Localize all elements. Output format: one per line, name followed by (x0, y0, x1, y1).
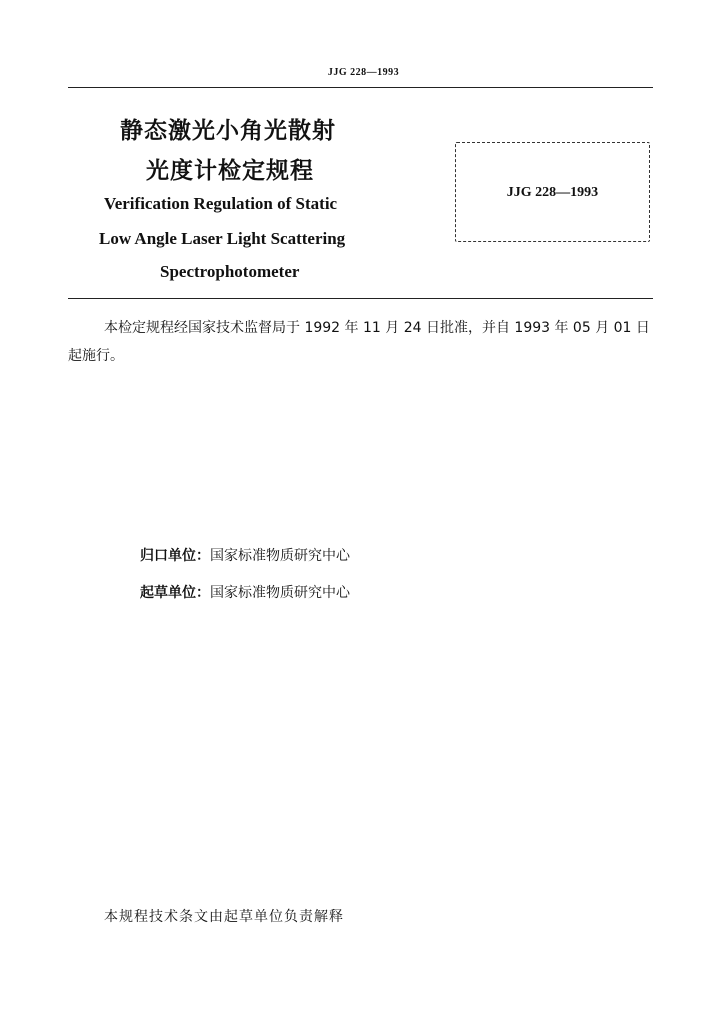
drafting-unit-row (140, 582, 350, 602)
title-en-line1: Verification Regulation of Static (104, 194, 338, 213)
standard-code-box-text: JJG 228—1993 (506, 185, 599, 200)
standard-code-box (455, 142, 650, 242)
drafting-unit-value: 国家标准物质研究中心 (210, 585, 350, 601)
responsible-unit-value: 国家标准物质研究中心 (210, 548, 350, 564)
title-cn-line1: 静态激光小角光散射 (120, 118, 336, 144)
title-en-line3: Spectrophotometer (160, 262, 300, 281)
title-en-line2: Low Angle Laser Light Scattering (99, 229, 346, 248)
title-cn-line2: 光度计检定规程 (146, 158, 314, 184)
responsible-unit-label: 归口单位： (140, 548, 210, 564)
drafting-unit-label: 起草单位： (140, 585, 210, 601)
middle-divider (68, 298, 653, 299)
footer-note: 本规程技术条文由起草单位负责解释 (104, 909, 344, 925)
header-standard-code: JJG 228—1993 (327, 67, 400, 78)
responsible-unit-row (140, 545, 350, 565)
top-divider (68, 87, 653, 88)
approval-paragraph: 本检定规程经国家技术监督局于 1992 年 11 月 24 日批准，并自 1993 年 05 月 01 日起施行。 (68, 320, 650, 364)
